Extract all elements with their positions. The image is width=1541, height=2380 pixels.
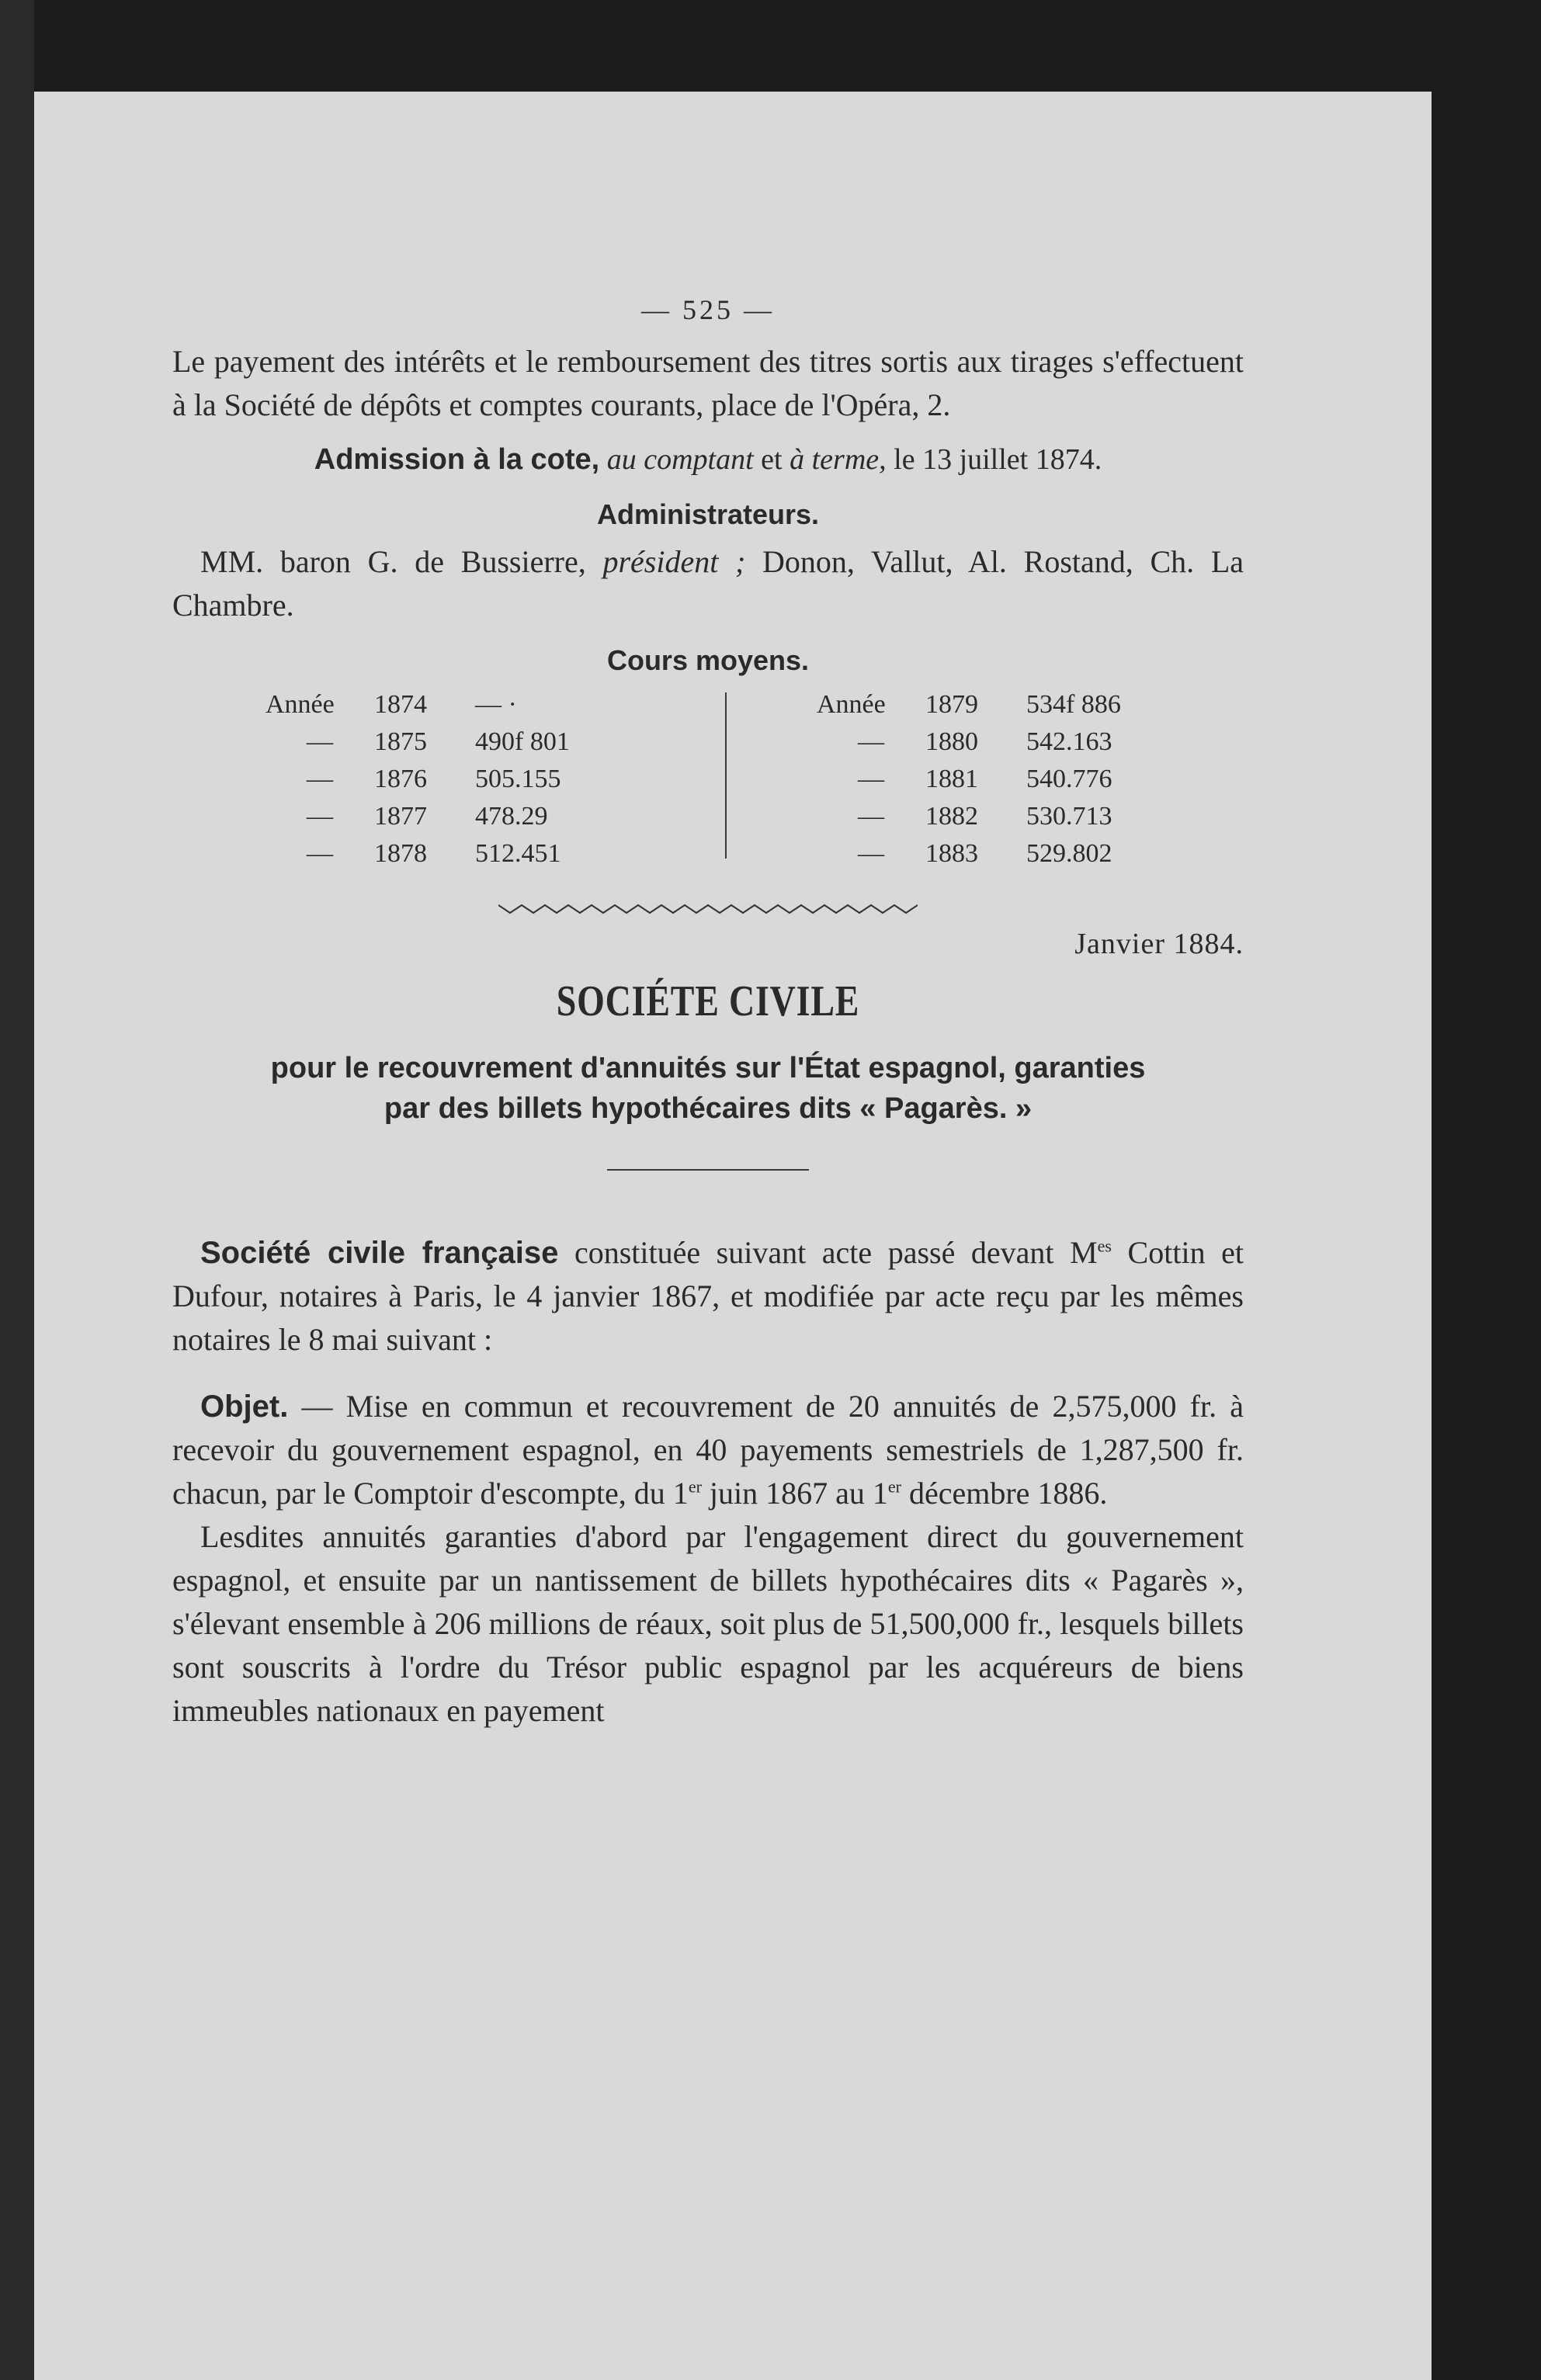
admission-line	[172, 438, 1244, 481]
row-value: 512.451	[475, 839, 561, 868]
row-value: 530.713	[1026, 802, 1112, 831]
row-label: —	[307, 727, 333, 756]
row-year: 1876	[374, 765, 427, 793]
cours-column-right	[817, 686, 1143, 873]
section-subtitle	[172, 1048, 1244, 1129]
table-divider	[725, 692, 727, 859]
table-row	[817, 798, 1143, 835]
row-year: 1881	[925, 765, 978, 793]
paragraph-objet	[172, 1385, 1244, 1515]
administrators-names-1: MM. baron G. de Bussierre,	[200, 544, 586, 579]
row-label: —	[858, 765, 884, 793]
cours-column-left	[266, 686, 592, 873]
admission-label: Admission à la cote,	[314, 443, 600, 476]
paragraph-payment: Le payement des intérêts et le remboursement des titres sortis aux tirages s'effectuent à la Société de dépôts et comptes courants, place de l'Opéra, 2.	[172, 344, 1244, 422]
administrators-role: président ;	[602, 544, 746, 579]
row-label: Année	[817, 690, 886, 719]
intro-text-1: constituée suivant acte passé devant M	[574, 1235, 1098, 1270]
objet-text-3: décembre 1886.	[908, 1476, 1108, 1511]
row-label: —	[858, 727, 884, 756]
row-label: —	[307, 802, 333, 831]
paragraph-lesdites: Lesdites annuités garanties d'abord par l'engagement direct du gouvernement espagnol, et ensuite par un nantissement de billets hypothécaires dits « Pagarès », s'élevant ensemble à 206 millions de réaux, soit plus de 51,500,000 fr., lesquels billets sont souscrits à l'ordre du Trésor public espagnol par les acquéreurs de biens immeubles nationaux en payement	[172, 1519, 1244, 1728]
row-year: 1874	[374, 690, 427, 719]
table-row	[266, 686, 592, 723]
administrators-list	[172, 540, 1244, 627]
page-number: — 525 —	[641, 294, 775, 325]
document-page	[34, 92, 1432, 2380]
intro-bold: Société civile française	[200, 1236, 559, 1270]
section-title: SOCIÉTE CIVILE	[556, 977, 860, 1025]
row-label: —	[307, 839, 333, 868]
table-row	[266, 723, 592, 761]
table-row	[266, 835, 592, 873]
objet-bold: Objet.	[200, 1389, 289, 1424]
row-year: 1875	[374, 727, 427, 756]
objet-text-2: juin 1867 au 1	[709, 1476, 888, 1511]
row-label: —	[307, 765, 333, 793]
row-value: 542.163	[1026, 727, 1112, 756]
administrators-heading: Administrateurs.	[596, 498, 820, 530]
row-value: 534f 886	[1026, 690, 1121, 719]
intro-text-2: Cottin et Dufour, notaires à Paris, le 4 janvier 1867, et modifiée par acte reçu par les mêmes notaires le 8 mai suivant :	[172, 1235, 1244, 1357]
date-line: Janvier 1884.	[1074, 928, 1244, 960]
table-row	[817, 723, 1143, 761]
row-value: 490f 801	[475, 727, 570, 756]
paragraph-intro	[172, 1231, 1244, 1362]
row-value: 478.29	[475, 802, 548, 831]
cours-table	[172, 686, 1244, 868]
row-label: Année	[266, 690, 335, 719]
table-row	[266, 761, 592, 798]
row-year: 1879	[925, 690, 978, 719]
table-row	[817, 686, 1143, 723]
row-year: 1882	[925, 802, 978, 831]
table-row	[817, 835, 1143, 873]
row-value: 540.776	[1026, 765, 1112, 793]
row-label: —	[858, 839, 884, 868]
table-row	[817, 761, 1143, 798]
row-year: 1880	[925, 727, 978, 756]
row-year: 1877	[374, 802, 427, 831]
admission-terme: à terme,	[790, 443, 887, 476]
admission-comptant: au comptant	[606, 443, 754, 476]
objet-sup-2: er	[887, 1476, 901, 1497]
intro-sup: es	[1097, 1236, 1112, 1256]
row-year: 1883	[925, 839, 978, 868]
subtitle-line-2: par des billets hypothécaires dits « Pagarès. »	[384, 1092, 1033, 1125]
book-spine	[0, 0, 34, 2380]
row-value: 505.155	[475, 765, 561, 793]
objet-sup-1: er	[688, 1476, 702, 1497]
admission-date: le 13 juillet 1874.	[894, 443, 1102, 476]
horizontal-rule	[607, 1169, 809, 1171]
row-year: 1878	[374, 839, 427, 868]
row-label: —	[858, 802, 884, 831]
table-row	[266, 798, 592, 835]
wavy-divider-icon	[498, 900, 918, 919]
subtitle-line-1: pour le recouvrement d'annuités sur l'État espagnol, garanties	[270, 1052, 1146, 1084]
cours-heading: Cours moyens.	[606, 644, 810, 676]
row-value: — ·	[475, 690, 517, 719]
admission-et: et	[761, 443, 783, 476]
page-content	[172, 293, 1244, 1733]
administrators-names-2: Donon, Vallut, Al. Rostand, Ch. La Chambre.	[172, 544, 1244, 623]
row-value: 529.802	[1026, 839, 1112, 868]
objet-text-1: — Mise en commun et recouvrement de 20 annuités de 2,575,000 fr. à recevoir du gouvernement espagnol, en 40 payements semestriels de 1,287,500 fr. chacun, par le Comptoir d'escompte, du 1	[172, 1389, 1244, 1511]
